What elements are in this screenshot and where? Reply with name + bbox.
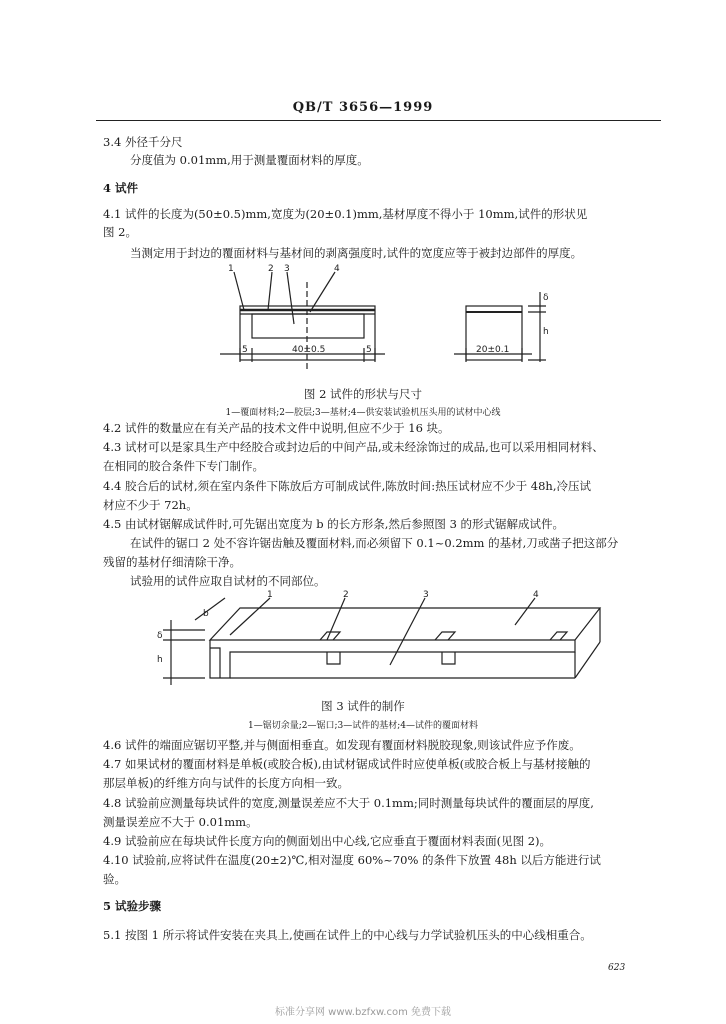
figure-3-caption: 图 3 试件的制作 — [321, 699, 405, 713]
paragraph: 4.7 如果试材的覆面材料是单板(或胶合板),由试材锯成试件时应使单板(或胶合板上与基材接触的 — [103, 757, 591, 771]
fig3-dim-delta: δ — [157, 631, 163, 641]
paragraph: 材应不少于 72h。 — [103, 498, 198, 512]
paragraph: 测量误差应不大于 0.01mm。 — [103, 815, 258, 829]
fig2-callout-2: 2 — [268, 264, 274, 274]
paragraph: 4.6 试件的端面应锯切平整,并与侧面相垂直。如发现有覆面材料脱胶现象,则该试件应予作废。 — [103, 738, 581, 752]
paragraph: 试验用的试件应取自试材的不同部位。 — [130, 574, 326, 588]
fig3-callout-2: 2 — [343, 590, 349, 600]
paragraph: 4.1 试件的长度为(50±0.5)mm,宽度为(20±0.1)mm,基材厚度不得小于 10mm,试件的形状见 — [103, 207, 588, 221]
standard-code: QB/T 3656—1999 — [292, 100, 434, 115]
fig2-dim-width: 20±0.1 — [476, 345, 510, 355]
fig3-dim-b: b — [203, 609, 209, 619]
paragraph: 图 2。 — [103, 225, 137, 239]
fig2-callout-1: 1 — [228, 264, 234, 274]
page-number: 623 — [608, 963, 626, 973]
figure-3-legend: 1—锯切余量;2—锯口;3—试件的基材;4—试件的覆面材料 — [247, 721, 478, 731]
paragraph: 4.9 试验前应在每块试件长度方向的侧面划出中心线,它应垂直于覆面材料表面(见图 2)。 — [103, 834, 552, 848]
section-5-title: 5 试验步骤 — [103, 899, 162, 913]
fig2-dim-mid: 40±0.5 — [292, 345, 326, 355]
paragraph: 4.2 试件的数量应在有关产品的技术文件中说明,但应不少于 16 块。 — [103, 421, 450, 435]
fig3-callout-3: 3 — [423, 590, 429, 600]
paragraph: 4.8 试验前应测量每块试件的宽度,测量误差应不大于 0.1mm;同时测量每块试件的覆面层的厚度, — [103, 796, 594, 810]
fig3-callout-1: 1 — [267, 590, 273, 600]
figure-2-legend: 1—覆面材料;2—胶层;3—基材;4—供安装试验机压头用的试材中心线 — [225, 408, 501, 418]
section-3-4-title: 3.4 外径千分尺 — [103, 135, 183, 149]
paragraph: 4.4 胶合后的试材,须在室内条件下陈放后方可制成试件,陈放时间:热压试材应不少于 48h,冷压试 — [103, 479, 591, 493]
fig2-callout-4: 4 — [334, 264, 340, 274]
header-rule — [96, 120, 661, 121]
figure-2-caption: 图 2 试件的形状与尺寸 — [303, 387, 423, 401]
fig2-dim-h: h — [543, 327, 549, 337]
figure-3-diagram — [155, 590, 605, 690]
paragraph: 在试件的锯口 2 处不容许锯齿触及覆面材料,而必须留下 0.1~0.2mm 的基材,刀或凿子把这部分 — [130, 536, 619, 550]
paragraph: 在相同的胶合条件下专门制作。 — [103, 459, 264, 473]
fig3-dim-h: h — [157, 655, 163, 665]
figure-2-diagram — [210, 262, 560, 382]
fig2-dim-right: 5 — [366, 345, 372, 355]
paragraph: 验。 — [103, 872, 126, 886]
paragraph: 残留的基材仔细清除干净。 — [103, 555, 241, 569]
fig2-dim-delta: δ — [543, 293, 549, 303]
paragraph: 分度值为 0.01mm,用于测量覆面材料的厚度。 — [130, 153, 369, 167]
paragraph: 5.1 按图 1 所示将试件安装在夹具上,使画在试件上的中心线与力学试验机压头的中心线相重合。 — [103, 928, 592, 942]
paragraph: 4.10 试验前,应将试件在温度(20±2)℃,相对湿度 60%~70% 的条件下放置 48h 以后方能进行试 — [103, 853, 601, 867]
fig2-callout-3: 3 — [284, 264, 290, 274]
fig3-callout-4: 4 — [533, 590, 539, 600]
paragraph: 4.5 由试材锯解成试件时,可先锯出宽度为 b 的长方形条,然后参照图 3 的形式锯解成试件。 — [103, 517, 565, 531]
paragraph: 4.3 试材可以是家具生产中经胶合或封边后的中间产品,或未经涂饰过的成品,也可以采用相同材料、 — [103, 440, 604, 454]
watermark: 标准分享网 www.bzfxw.com 免费下载 — [275, 1007, 451, 1018]
paragraph: 那层单板)的纤维方向与试件的长度方向相一致。 — [103, 776, 349, 790]
paragraph: 当测定用于封边的覆面材料与基材间的剥离强度时,试件的宽度应等于被封边部件的厚度。 — [130, 246, 583, 260]
fig2-dim-left: 5 — [242, 345, 248, 355]
section-4-title: 4 试件 — [103, 181, 139, 195]
